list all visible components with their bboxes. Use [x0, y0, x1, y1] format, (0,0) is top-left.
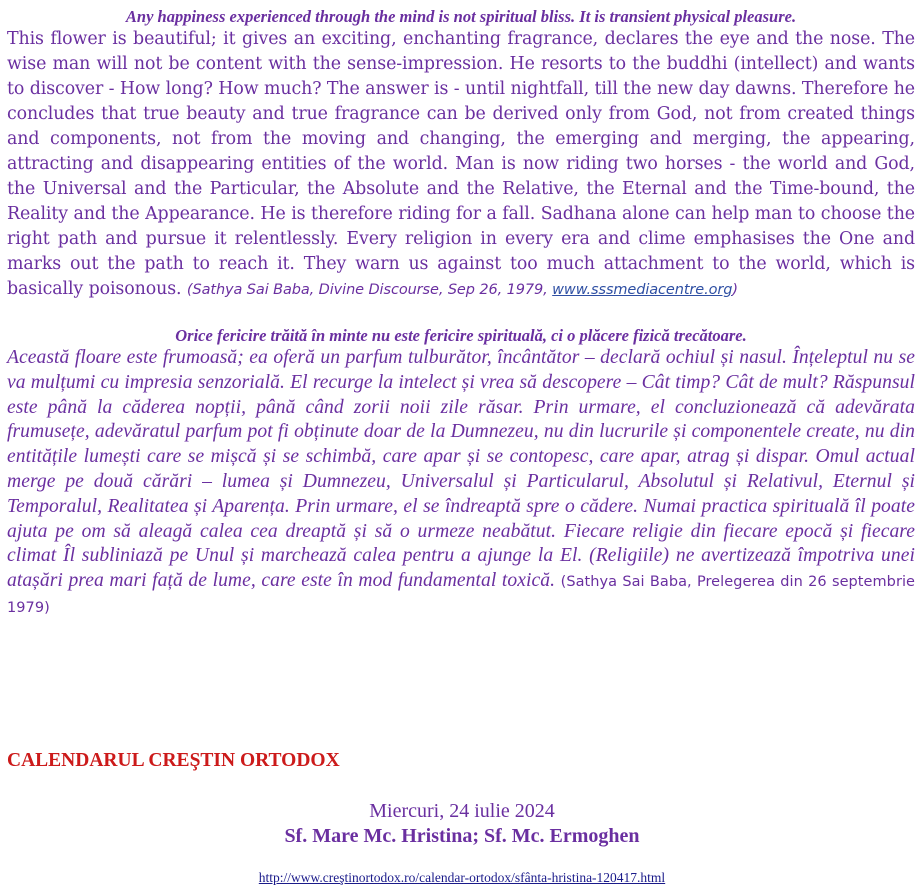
romanian-body-paragraph — [7, 346, 915, 621]
romanian-body-text: Această floare este frumoasă; ea oferă un parfum tulburător, încântător – declară ochiul și nasul. Înțeleptul nu se va mulțumi cu impresia senzorială. El recurge la intelect și vrea să descopere – Cât timp? Cât de mult? Răspunsul este până la căderea nopții, până când zorii noii zile răsar. Prin urmare, el concluzionează că adevărata frumusețe, adevăratul parfum pot fi obținute doar de la Dumnezeu, nu din lucrurile și componentele create, nu din entitățile lumești care se mișcă și se schimbă, care apar și se contopesc, care apar, atrag și dispar. Omul actual merge pe două cărări – lumea și Dumnezeu, Universalul și Particularul, Absolutul și Relativul, Eternul și Temporalul, Realitatea și Aparența. Prin urmare, el se îndreaptă spre o cădere. Numai practica spirituală îl poate ajuta pe om să aleagă calea cea dreaptă și să o urmeze neabătut. Fiecare religie din fiecare epocă și fiecare climat Îl subliniază pe Unul și marchează calea pentru a ajunge la El. (Religiile) ne avertizează împotriva unei atașări prea mari față de lume, care este în mod fundamental toxică. — [7, 347, 915, 592]
calendar-link[interactable]: http://www.creştinortodox.ro/calendar-ortodox/sfânta-hristina-120417.html — [258, 870, 666, 885]
calendar-link-line — [0, 870, 924, 886]
english-body-text: This flower is beautiful; it gives an exciting, enchanting fragrance, declares the eye and the nose. The wise man will not be content with the sense-impression. He resorts to the buddhi (intellect) and wants to discover - How long? How much? The answer is - until nightfall, till the new day dawns. Therefore he concludes that true beauty and true fragrance can be derived only from God, not from created things and components, not from the moving and changing, the emerging and merging, the appearing, attracting and disappearing entities of the world. Man is now riding two horses - the world and God, the Universal and the Particular, the Absolute and the Relative, the Eternal and the Time-bound, the Reality and the Appearance. He is therefore riding for a fall. Sadhana alone can help man to choose the right path and pursue it relentlessly. Every religion in every era and clime emphasises the One and marks out the path to reach it. They warn us against too much attachment to the world, which is basically poisonous. — [7, 29, 915, 299]
calendar-date: Miercuri, 24 iulie 2024 — [369, 800, 555, 822]
english-citation — [187, 282, 738, 298]
calendar-saints: Sf. Mare Mc. Hristina; Sf. Mc. Ermoghen — [284, 825, 640, 847]
english-citation-suffix: ) — [732, 282, 738, 298]
english-citation-prefix: (Sathya Sai Baba, Divine Discourse, Sep 26, 1979, — [186, 282, 548, 298]
romanian-citation: (Sathya Sai Baba, Prelegerea din 26 septembrie 1979) — [7, 574, 916, 616]
english-heading: Any happiness experienced through the mind is not spiritual bliss. It is transient physical pleasure. — [125, 7, 797, 26]
english-body-paragraph — [7, 27, 915, 303]
sssmediacentre-link[interactable]: www.sssmediacentre.org — [552, 282, 733, 298]
romanian-heading: Orice fericire trăită în minte nu este fericire spirituală, ci o plăcere fizică trecătoare. — [175, 326, 747, 345]
calendar-title: CALENDARUL CREŞTIN ORTODOX — [7, 750, 340, 771]
document-page — [7, 0, 915, 621]
